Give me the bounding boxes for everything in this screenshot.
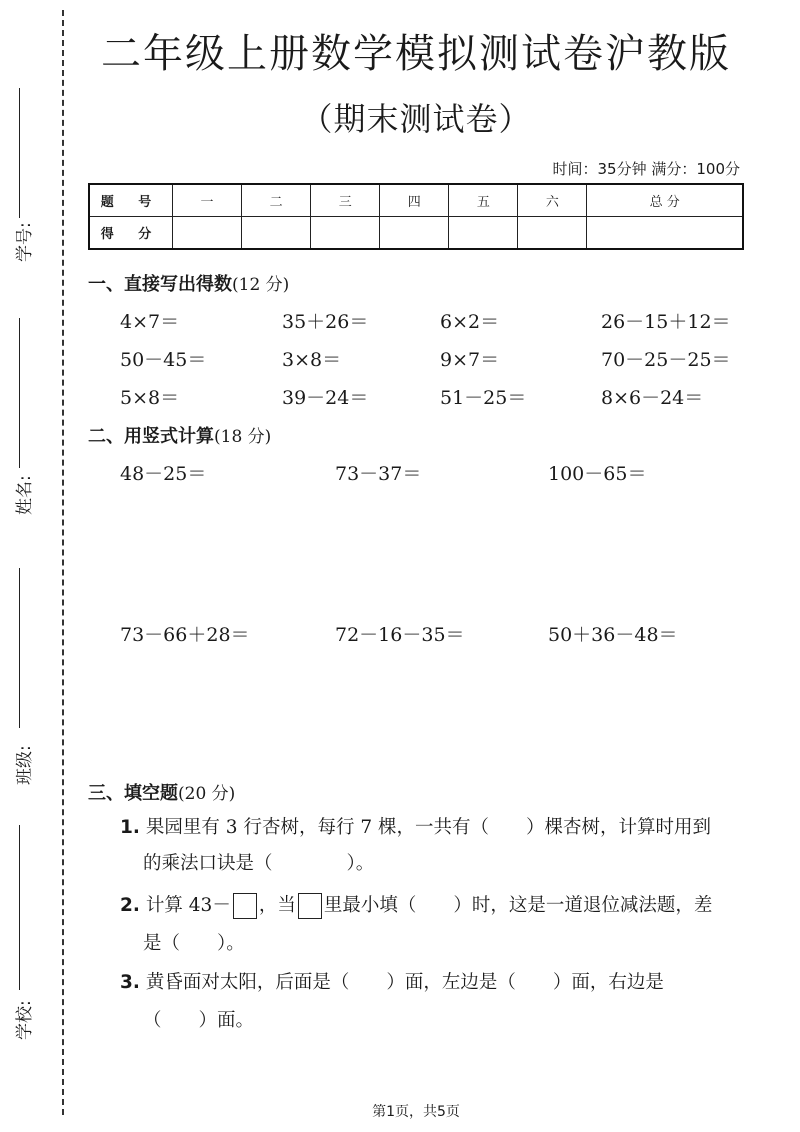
section2-heading <box>88 422 271 448</box>
score-table-row1-label: 题 号 <box>89 184 173 217</box>
class-label: 班级: <box>15 745 35 785</box>
name-label: 姓名: <box>15 475 35 515</box>
vertical-calc-item: 50＋36－48＝ <box>548 624 678 646</box>
score-cell[interactable] <box>242 217 311 250</box>
score-cell[interactable] <box>449 217 518 250</box>
question-2-part1: 计算 43－ <box>145 895 231 916</box>
question-2-line2: 是（ ）。 <box>143 933 245 954</box>
score-table-col: 二 <box>242 184 311 217</box>
question-2-number: 2. <box>120 895 140 916</box>
section3-heading <box>88 779 235 805</box>
section1-heading <box>88 270 289 296</box>
score-table-col: 五 <box>449 184 518 217</box>
oral-calc-item: 3×8＝ <box>282 349 342 371</box>
section1-points: (12 分) <box>232 275 290 295</box>
vertical-calc-item: 73－37＝ <box>335 463 422 485</box>
page-footer: 第1页，共5页 <box>372 1104 460 1120</box>
oral-calc-item: 5×8＝ <box>120 387 180 409</box>
question-1 <box>120 815 755 841</box>
oral-calc-item: 39－24＝ <box>282 387 369 409</box>
score-table-row2-label: 得 分 <box>89 217 173 250</box>
score-cell[interactable] <box>587 217 743 250</box>
question-2-part3: 里最小填（ ）时，这是一道退位减法题，差 <box>323 895 713 916</box>
score-table-col: 一 <box>173 184 242 217</box>
question-3-line2: （ ）面。 <box>143 1010 255 1031</box>
score-table-col: 三 <box>311 184 380 217</box>
school-label: 学校: <box>15 1000 35 1040</box>
question-3-number: 3. <box>120 972 140 993</box>
question-2-cont <box>143 931 778 957</box>
vertical-calc-item: 48－25＝ <box>120 463 207 485</box>
student-no-label: 学号: <box>15 222 35 262</box>
vertical-calc-item: 72－16－35＝ <box>335 624 465 646</box>
section3-title: 三、填空题 <box>88 783 178 804</box>
oral-calc-item: 9×7＝ <box>440 349 500 371</box>
question-3-cont <box>143 1008 778 1034</box>
score-table-score-row <box>89 217 743 250</box>
score-table <box>88 183 744 250</box>
section3-points: (20 分) <box>178 784 236 804</box>
question-3-line1: 黄昏面对太阳，后面是（ ）面，左边是（ ）面，右边是 <box>145 972 664 993</box>
score-table-col: 总 分 <box>587 184 743 217</box>
oral-calc-item: 8×6－24＝ <box>601 387 704 409</box>
oral-calc-item: 6×2＝ <box>440 311 500 333</box>
oral-calc-item: 35＋26＝ <box>282 311 369 333</box>
vertical-calc-item: 73－66＋28＝ <box>120 624 250 646</box>
blank-box[interactable] <box>233 893 257 919</box>
question-3 <box>120 970 755 996</box>
question-1-number: 1. <box>120 817 140 838</box>
score-table-col: 四 <box>380 184 449 217</box>
section1-title: 一、直接写出得数 <box>88 274 232 295</box>
exam-meta: 时间：35分钟 满分：100分 <box>552 160 740 178</box>
section2-points: (18 分) <box>214 427 272 447</box>
blank-box[interactable] <box>298 893 322 919</box>
question-1-cont <box>143 851 778 877</box>
section2-title: 二、用竖式计算 <box>88 426 214 447</box>
question-2 <box>120 893 755 919</box>
score-cell[interactable] <box>311 217 380 250</box>
question-2-part2: ，当 <box>258 895 296 916</box>
class-underline <box>19 568 20 728</box>
question-1-line2: 的乘法口诀是（ ）。 <box>143 853 375 874</box>
school-underline <box>19 825 20 990</box>
question-1-line1: 果园里有 3 行杏树，每行 7 棵，一共有（ ）棵杏树，计算时用到 <box>145 817 711 838</box>
oral-calc-item: 4×7＝ <box>120 311 180 333</box>
oral-calc-item: 26－15＋12＝ <box>601 311 731 333</box>
name-underline <box>19 318 20 468</box>
score-cell[interactable] <box>173 217 242 250</box>
score-cell[interactable] <box>518 217 587 250</box>
page-title: 二年级上册数学模拟测试卷沪教版 <box>101 31 731 77</box>
oral-calc-item: 70－25－25＝ <box>601 349 731 371</box>
score-table-col: 六 <box>518 184 587 217</box>
oral-calc-item: 51－25＝ <box>440 387 527 409</box>
oral-calc-item: 50－45＝ <box>120 349 207 371</box>
page-subtitle: （期末测试卷） <box>300 100 532 138</box>
score-table-header-row <box>89 184 743 217</box>
vertical-calc-item: 100－65＝ <box>548 463 647 485</box>
score-cell[interactable] <box>380 217 449 250</box>
binding-dashed-line <box>62 10 64 1115</box>
